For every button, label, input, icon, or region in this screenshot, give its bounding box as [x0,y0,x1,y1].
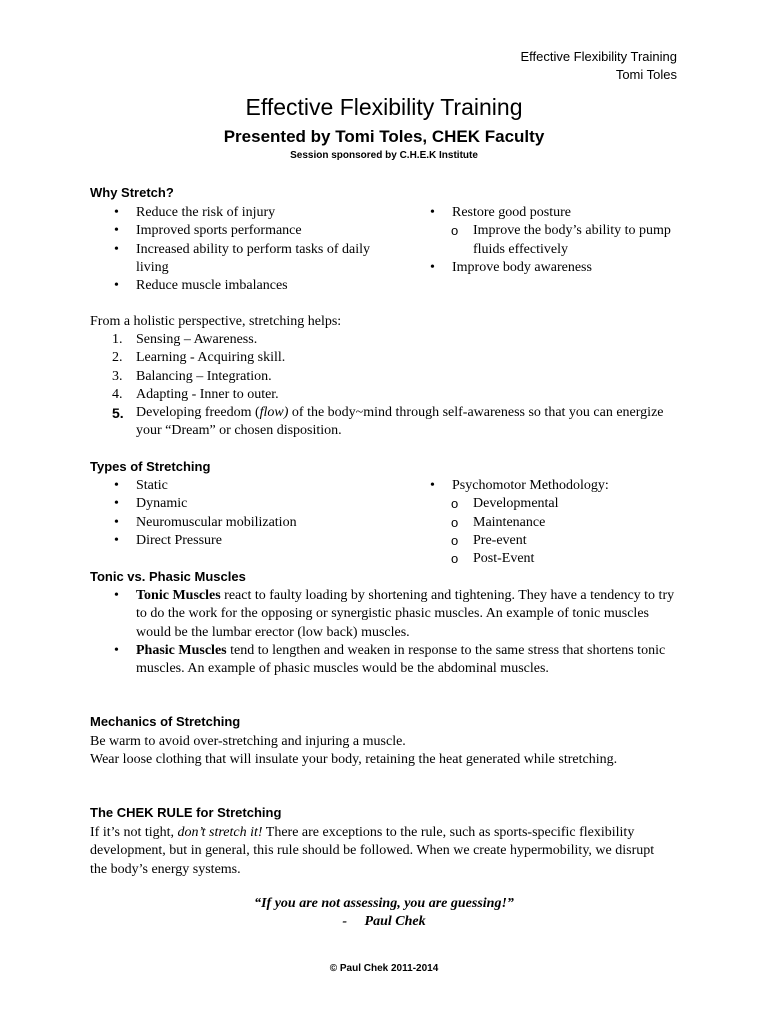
sub-list-item: o Developmental [406,495,696,513]
list-item: • Reduce muscle imbalances [90,277,390,295]
list-item: • Improved sports performance [90,222,390,240]
list-item: • Dynamic [90,495,390,513]
holistic-list [90,331,680,441]
bullet-mark: • [114,205,119,220]
quote [0,895,768,931]
types-right-list [406,477,696,568]
sub-bullet-mark: o [451,223,459,239]
list-item: • Direct Pressure [90,532,390,550]
why-stretch-right-list [406,204,696,277]
holistic-intro: From a holistic perspective, stretching helps: [90,314,342,329]
sub-bullet-mark: o [451,514,459,530]
sub-bullet-mark: o [451,532,459,548]
bullet-mark: • [430,478,435,493]
quote-text: “If you are not assessing, you are guessing!” [254,896,514,911]
tonic-phasic-list [90,587,680,678]
running-header-title: Effective Flexibility Training [520,49,677,64]
list-item: 5. Developing freedom (flow) of the body~mind through self-awareness so that you can energize your “Dream” or chosen disposition. [112,405,664,439]
list-item: 4. Adapting - Inner to outer. [112,386,279,402]
sponsor-line: Session sponsored by C.H.E.K Institute [290,150,478,161]
bullet-mark: • [114,532,119,548]
sub-list-item: o Maintenance [406,514,696,532]
quote-attribution: - Paul Chek [342,914,426,929]
sub-bullet-mark: o [451,551,459,567]
list-item: • Static [90,477,390,495]
running-header-author: Tomi Toles [615,67,677,82]
bullet-mark: • [114,278,119,294]
bullet-mark: • [114,223,119,239]
list-item: 1. Sensing – Awareness. [112,332,258,347]
bullet-mark: • [114,514,119,530]
bullet-mark: • [114,588,119,603]
chek-rule-text: If it’s not tight, don’t stretch it! There are exceptions to the rule, such as sports-specific flexibility development, but in general, this rule should be followed. When we create hypermobility, we disrupt the body’s energy systems. [90,825,655,877]
list-item: • Phasic Muscles tend to lengthen and weaken in response to the same stress that shortens tonic muscles. An example of phasic muscles would be the abdominal muscles. [114,642,666,677]
sub-list-item: o Post-Event [406,550,696,568]
list-item: • Tonic Muscles react to faulty loading by shortening and tightening. They have a tendency to try to do the work for the opposing or synergistic phasic muscles. An example of tonic muscles would be the lumbar erector (low back) muscles. [114,588,675,640]
sub-list-item: o Pre-event [406,532,696,550]
list-item: 2. Learning - Acquiring skill. [112,350,286,366]
chek-rule-heading: The CHEK RULE for Stretching [90,805,282,820]
types-heading: Types of Stretching [90,459,211,474]
list-item: 3. Balancing – Integration. [112,368,272,384]
bullet-mark: • [114,496,119,512]
types-left-list [90,477,390,550]
sub-bullet-mark: o [451,496,459,512]
why-stretch-heading: Why Stretch? [90,185,174,200]
sub-list-item: o Improve the body’s ability to pump fluids effectively [451,223,671,257]
tonic-phasic-heading: Tonic vs. Phasic Muscles [90,569,246,584]
bullet-mark: • [430,259,435,275]
bullet-mark: • [114,642,119,658]
why-stretch-left-list [90,204,390,295]
copyright-footer: © Paul Chek 2011-2014 [329,963,439,974]
page-title: Effective Flexibility Training [245,94,523,120]
list-item: • Psychomotor Methodology: [406,477,696,495]
running-header [520,48,677,84]
list-item: • Reduce the risk of injury [90,204,390,222]
page-subtitle: Presented by Tomi Toles, CHEK Faculty [223,127,545,146]
list-item: • Neuromuscular mobilization [90,514,390,532]
bullet-mark: • [114,241,119,257]
list-item: • Restore good posture [406,204,696,222]
list-item: • Increased ability to perform tasks of daily living [114,241,371,275]
list-item: • Improve body awareness [406,259,696,277]
bullet-mark: • [430,205,435,220]
mechanics-heading: Mechanics of Stretching [90,714,241,729]
bullet-mark: • [114,478,119,493]
mechanics-text: Be warm to avoid over-stretching and injuring a muscle. Wear loose clothing that will insulate your body, retaining the heat generated while stretching. [90,734,618,768]
